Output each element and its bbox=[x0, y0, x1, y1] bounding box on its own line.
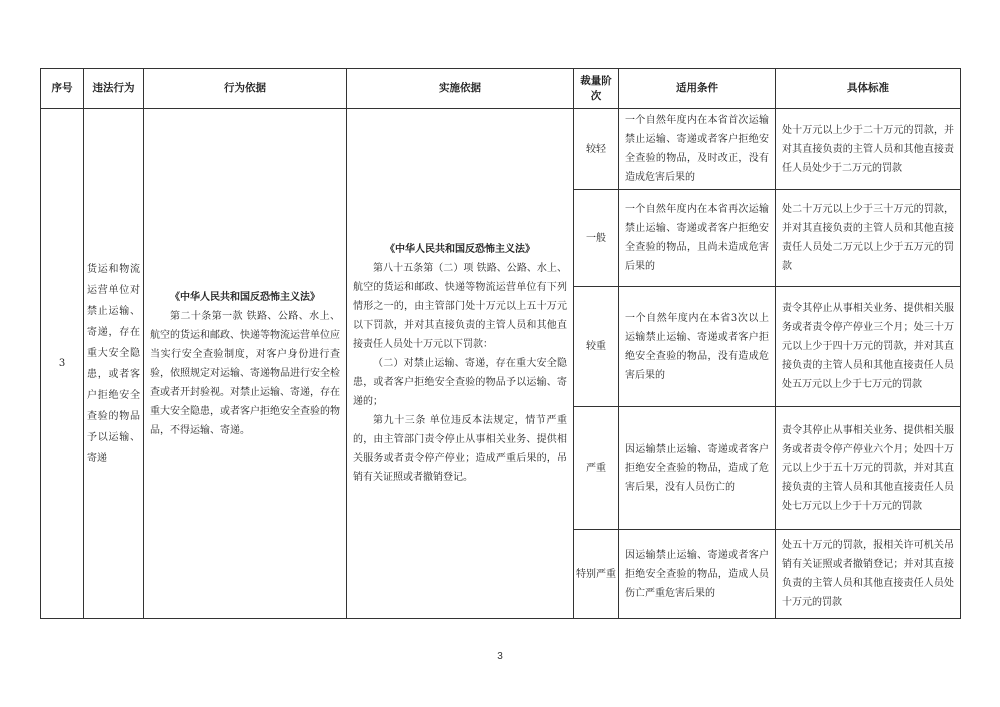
level-cell: 较重 bbox=[574, 287, 619, 407]
basis-article-text: 第二十条第一款 铁路、公路、水上、航空的货运和邮政、快递等物流运营单位应当实行安全查验制度，对客户身份进行查验，依照规定对运输、寄递物品进行安全检查或者开封验视。对禁止运输、寄递，存在重大安全隐患，或者客户拒绝安全查验的物品，不得运输、寄递。 bbox=[150, 310, 340, 436]
standard-cell: 处二十万元以上少于三十万元的罚款，并对其直接负责的主管人员和其他直接责任人员处二万元以上少于五万元的罚款 bbox=[776, 190, 961, 287]
implementation-article-85: 第八十五条第（二）项 铁路、公路、水上、航空的货运和邮政、快递等物流运营单位有下列情形之一的，由主管部门处十万元以上五十万元以下罚款，并对其直接负责的主管人员和其他直接责任人员处十万元以下罚款： bbox=[353, 263, 567, 350]
level-cell: 较轻 bbox=[574, 109, 619, 190]
header-behavior: 违法行为 bbox=[84, 69, 144, 109]
condition-cell: 因运输禁止运输、寄递或者客户拒绝安全查验的物品，造成人员伤亡严重危害后果的 bbox=[619, 530, 776, 619]
header-row bbox=[41, 69, 961, 109]
header-level: 裁量阶次 bbox=[574, 69, 619, 109]
implementation-item-2: （二）对禁止运输、寄递，存在重大安全隐患，或者客户拒绝安全查验的物品予以运输、寄递的； bbox=[353, 358, 567, 407]
standard-cell: 责令其停止从事相关业务、提供相关服务或者责令停产停业六个月；处四十万元以上少于五十万元的罚款，并对其直接负责的主管人员和其他直接责任人员处七万元以上少于十万元的罚款 bbox=[776, 407, 961, 530]
implementation-cell bbox=[347, 109, 574, 619]
level-cell: 一般 bbox=[574, 190, 619, 287]
basis-cell bbox=[144, 109, 347, 619]
implementation-article-93: 第九十三条 单位违反本法规定，情节严重的，由主管部门责令停止从事相关业务、提供相关服务或者责令停产停业；造成严重后果的，吊销有关证照或者撤销登记。 bbox=[353, 415, 567, 483]
condition-cell: 一个自然年度内在本省首次运输禁止运输、寄递或者客户拒绝安全查验的物品，及时改正，没有造成危害后果的 bbox=[619, 109, 776, 190]
standard-cell: 处十万元以上少于二十万元的罚款，并对其直接负责的主管人员和其他直接责任人员处少于二万元的罚款 bbox=[776, 109, 961, 190]
standard-cell: 责令其停止从事相关业务、提供相关服务或者责令停产停业三个月；处三十万元以上少于四十万元的罚款，并对其直接负责的主管人员和其他直接责任人员处五万元以上少于七万元的罚款 bbox=[776, 287, 961, 407]
header-seq: 序号 bbox=[41, 69, 84, 109]
condition-cell: 因运输禁止运输、寄递或者客户拒绝安全查验的物品，造成了危害后果，没有人员伤亡的 bbox=[619, 407, 776, 530]
implementation-law-title: 《中华人民共和国反恐怖主义法》 bbox=[385, 244, 535, 255]
standard-cell: 处五十万元的罚款，报相关许可机关吊销有关证照或者撤销登记；并对其直接负责的主管人员和其他直接责任人员处十万元的罚款 bbox=[776, 530, 961, 619]
table-row bbox=[41, 109, 961, 190]
condition-cell: 一个自然年度内在本省3次以上运输禁止运输、寄递或者客户拒绝安全查验的物品，没有造成危害后果的 bbox=[619, 287, 776, 407]
header-implementation: 实施依据 bbox=[347, 69, 574, 109]
basis-law-title: 《中华人民共和国反恐怖主义法》 bbox=[170, 291, 320, 303]
condition-cell: 一个自然年度内在本省再次运输禁止运输、寄递或者客户拒绝安全查验的物品，且尚未造成危害后果的 bbox=[619, 190, 776, 287]
page-number: 3 bbox=[497, 651, 503, 662]
header-condition: 适用条件 bbox=[619, 69, 776, 109]
penalty-discretion-table bbox=[40, 68, 961, 619]
level-cell: 特别严重 bbox=[574, 530, 619, 619]
seq-cell: 3 bbox=[41, 109, 84, 619]
header-basis: 行为依据 bbox=[144, 69, 347, 109]
level-cell: 严重 bbox=[574, 407, 619, 530]
behavior-cell: 货运和物流运营单位对禁止运输、寄递，存在重大安全隐患，或者客户拒绝安全查验的物品予以运输、寄递 bbox=[84, 109, 144, 619]
header-standard: 具体标准 bbox=[776, 69, 961, 109]
